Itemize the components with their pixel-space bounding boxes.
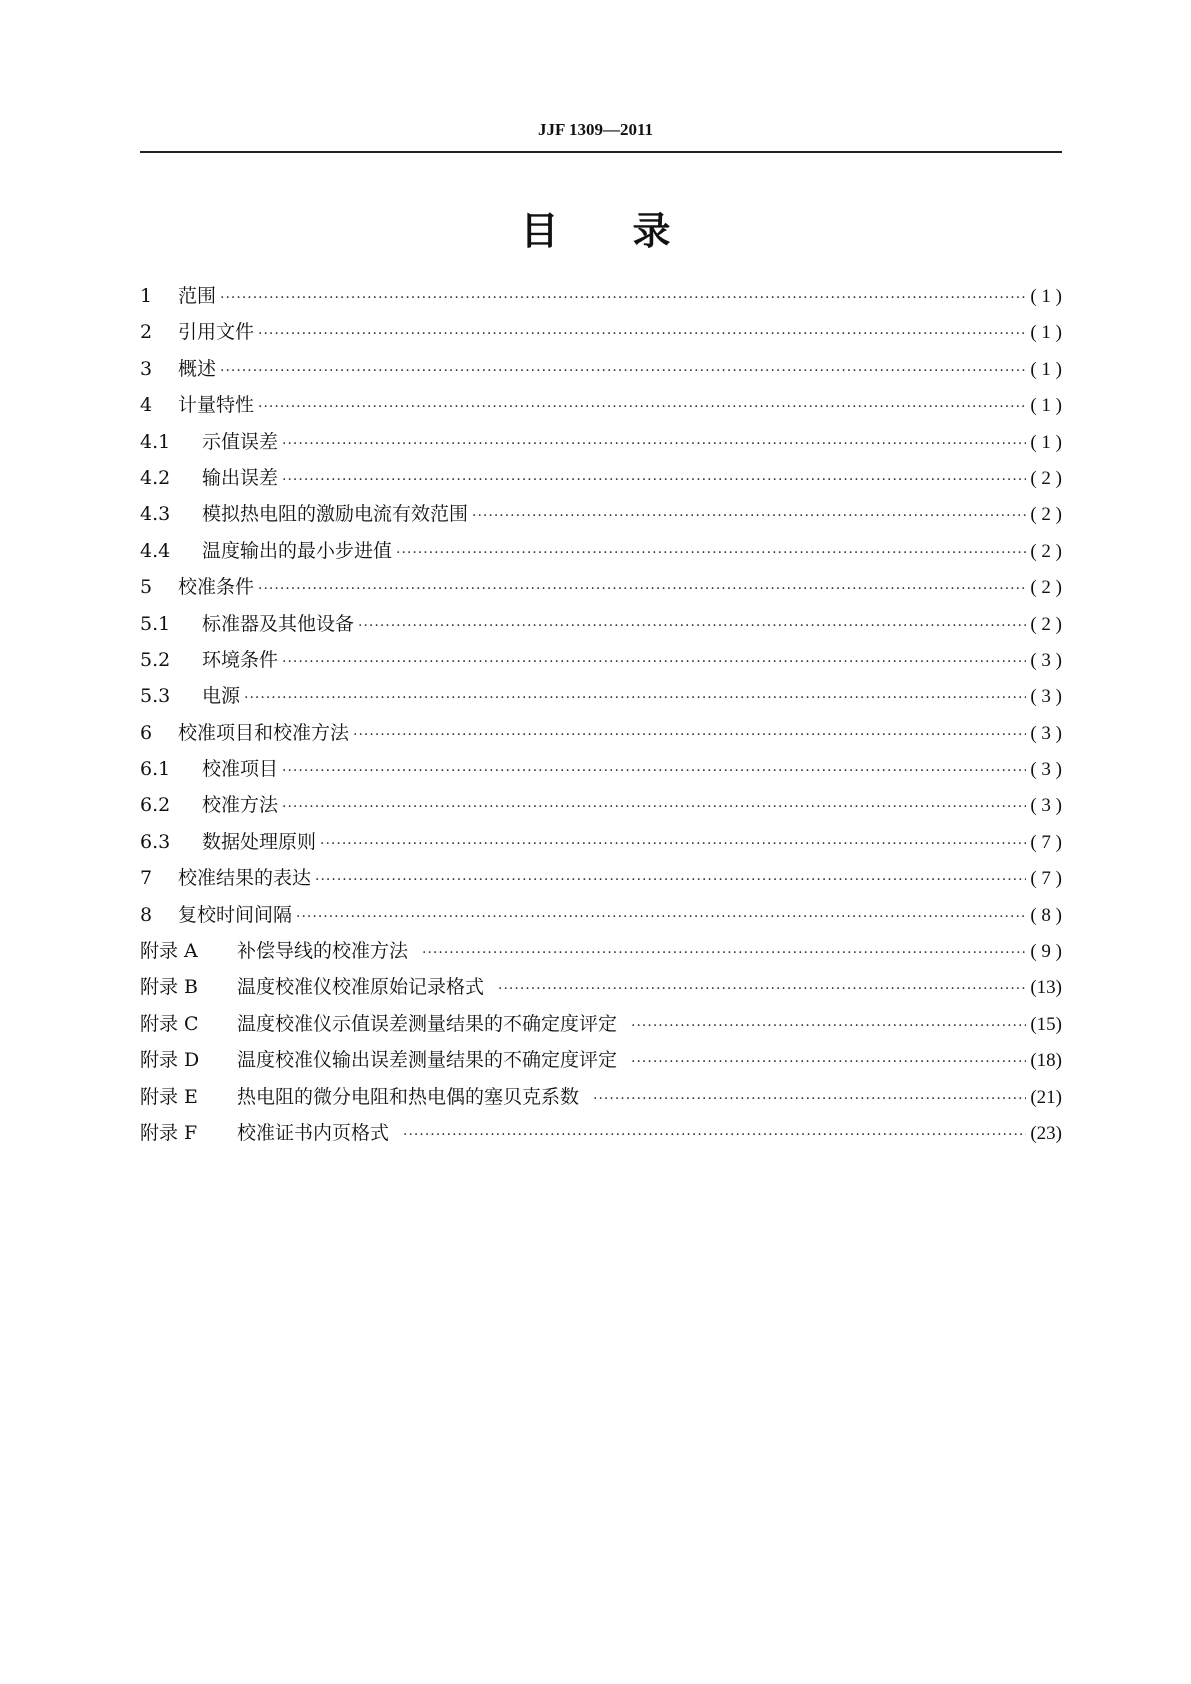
dot-leader [258, 581, 1026, 597]
toc-entry-title: 电源 [202, 685, 241, 708]
toc-entry-title: 数据处理原则 [202, 830, 317, 853]
dot-leader [282, 799, 1026, 815]
toc-entry[interactable] [140, 863, 1062, 899]
toc-entry[interactable] [140, 354, 1062, 390]
toc-entry[interactable] [140, 427, 1062, 463]
toc-entry-number: 5.3 [140, 685, 171, 708]
toc-entry-title: 标准器及其他设备 [202, 612, 355, 635]
standard-number-header: JJF 1309—2011 [537, 120, 654, 139]
toc-entry[interactable] [140, 572, 1062, 608]
toc-entry[interactable] [140, 1082, 1062, 1118]
toc-entry-number: 4.4 [140, 539, 171, 562]
table-of-contents [140, 281, 1062, 1154]
dot-leader [258, 326, 1026, 342]
toc-entry-page: ( 2 ) [1030, 467, 1062, 489]
toc-entry-title: 温度校准仪输出误差测量结果的不确定度评定 [237, 1049, 618, 1072]
toc-entry-page: ( 7 ) [1030, 831, 1062, 853]
toc-entry-number: 7 [140, 867, 153, 890]
dot-leader [472, 508, 1026, 524]
toc-entry-number: 6.2 [140, 794, 171, 817]
toc-entry-title: 计量特性 [178, 394, 255, 417]
dot-leader [315, 872, 1026, 888]
toc-entry[interactable] [140, 827, 1062, 863]
dot-leader [258, 399, 1026, 415]
title-char: 录 [632, 209, 671, 253]
toc-entry-title: 输出误差 [202, 466, 279, 489]
toc-entry-number: 附录 B [140, 976, 199, 999]
toc-entry[interactable] [140, 681, 1062, 717]
toc-entry-number: 附录 E [140, 1085, 198, 1108]
dot-leader [593, 1091, 1026, 1107]
toc-entry-page: (21) [1030, 1086, 1062, 1108]
toc-entry-page: ( 1 ) [1030, 431, 1062, 453]
toc-entry-title: 校准结果的表达 [178, 867, 312, 890]
toc-entry-page: (15) [1030, 1013, 1062, 1035]
toc-entry-title: 温度校准仪校准原始记录格式 [237, 976, 485, 999]
dot-leader [282, 654, 1026, 670]
dot-leader [296, 909, 1026, 925]
toc-entry-number: 附录 F [140, 1121, 198, 1144]
dot-leader [631, 1054, 1026, 1070]
toc-entry-page: ( 9 ) [1030, 941, 1062, 963]
toc-entry[interactable] [140, 281, 1062, 317]
dot-leader [403, 1127, 1026, 1143]
toc-entry-number: 6.1 [140, 758, 171, 781]
toc-entry-number: 6 [140, 721, 153, 744]
page-title [0, 200, 1191, 255]
dot-leader [320, 836, 1026, 852]
dot-leader [358, 618, 1026, 634]
toc-entry[interactable] [140, 754, 1062, 790]
toc-entry[interactable] [140, 609, 1062, 645]
toc-entry[interactable] [140, 317, 1062, 353]
toc-entry-page: ( 3 ) [1030, 686, 1062, 708]
toc-entry[interactable] [140, 390, 1062, 426]
toc-entry-page: ( 2 ) [1030, 504, 1062, 526]
toc-entry-title: 复校时间间隔 [178, 903, 293, 926]
toc-entry-number: 5.2 [140, 648, 171, 671]
toc-entry-title: 校准证书内页格式 [237, 1121, 390, 1144]
toc-entry[interactable] [140, 1009, 1062, 1045]
toc-entry[interactable] [140, 1118, 1062, 1154]
toc-entry-title: 温度校准仪示值误差测量结果的不确定度评定 [237, 1012, 618, 1035]
toc-entry[interactable] [140, 463, 1062, 499]
toc-entry[interactable] [140, 718, 1062, 754]
toc-entry-number: 3 [140, 357, 153, 380]
title-char: 目 [520, 209, 559, 253]
toc-entry-title: 校准项目和校准方法 [178, 721, 350, 744]
toc-entry-number: 附录 C [140, 1012, 199, 1035]
toc-entry-number: 5.1 [140, 612, 171, 635]
dot-leader [282, 436, 1026, 452]
toc-entry[interactable] [140, 645, 1062, 681]
toc-entry[interactable] [140, 900, 1062, 936]
toc-entry-page: ( 2 ) [1030, 540, 1062, 562]
toc-entry-page: ( 2 ) [1030, 613, 1062, 635]
toc-entry[interactable] [140, 972, 1062, 1008]
toc-entry-number: 2 [140, 321, 153, 344]
toc-entry-page: (13) [1030, 977, 1062, 999]
toc-entry-number: 6.3 [140, 830, 171, 853]
toc-entry-title: 引用文件 [178, 321, 255, 344]
toc-entry[interactable] [140, 936, 1062, 972]
toc-entry-page: ( 1 ) [1030, 358, 1062, 380]
toc-entry-page: ( 3 ) [1030, 722, 1062, 744]
toc-entry-number: 1 [140, 285, 153, 307]
toc-entry-page: ( 3 ) [1030, 795, 1062, 817]
toc-entry-number: 5 [140, 576, 153, 599]
dot-leader [498, 981, 1026, 997]
toc-entry-title: 概述 [178, 357, 217, 380]
toc-entry-page: ( 1 ) [1030, 395, 1062, 417]
toc-entry-page: ( 1 ) [1030, 286, 1062, 307]
toc-entry-page: ( 3 ) [1030, 649, 1062, 671]
dot-leader [282, 472, 1026, 488]
toc-entry-page: (23) [1030, 1122, 1062, 1144]
toc-entry-title: 热电阻的微分电阻和热电偶的塞贝克系数 [237, 1085, 580, 1108]
dot-leader [282, 763, 1026, 779]
toc-entry-page: ( 8 ) [1030, 904, 1062, 926]
dot-leader [422, 945, 1026, 961]
toc-entry-number: 附录 A [140, 940, 198, 963]
toc-entry-title: 模拟热电阻的激励电流有效范围 [202, 503, 469, 526]
header-rule [140, 151, 1062, 153]
toc-entry-page: ( 3 ) [1030, 759, 1062, 781]
toc-entry-title: 校准方法 [202, 794, 279, 817]
dot-leader [396, 545, 1026, 561]
toc-entry-page: ( 2 ) [1030, 577, 1062, 599]
dot-leader [220, 290, 1026, 306]
dot-leader [220, 363, 1026, 379]
toc-entry-title: 校准项目 [202, 758, 279, 781]
toc-entry-title: 补偿导线的校准方法 [237, 940, 409, 963]
toc-entry-number: 4.3 [140, 503, 171, 526]
toc-entry-title: 示值误差 [202, 430, 279, 453]
toc-entry[interactable] [140, 790, 1062, 826]
toc-entry-number: 4 [140, 394, 153, 417]
dot-leader [353, 727, 1026, 743]
toc-entry[interactable] [140, 1045, 1062, 1081]
toc-entry-page: (18) [1030, 1050, 1062, 1072]
toc-entry-page: ( 1 ) [1030, 322, 1062, 344]
toc-entry-title: 环境条件 [202, 648, 279, 671]
toc-entry-number: 8 [140, 903, 153, 926]
toc-entry-number: 附录 D [140, 1049, 200, 1072]
toc-entry-title: 校准条件 [178, 576, 255, 599]
toc-entry-page: ( 7 ) [1030, 868, 1062, 890]
toc-entry[interactable] [140, 536, 1062, 572]
dot-leader [631, 1018, 1026, 1034]
toc-entry-title: 范围 [178, 285, 217, 307]
toc-entry-number: 4.2 [140, 466, 171, 489]
toc-entry[interactable] [140, 499, 1062, 535]
toc-entry-title: 温度输出的最小步进值 [202, 539, 393, 562]
dot-leader [244, 690, 1026, 706]
toc-entry-number: 4.1 [140, 430, 171, 453]
